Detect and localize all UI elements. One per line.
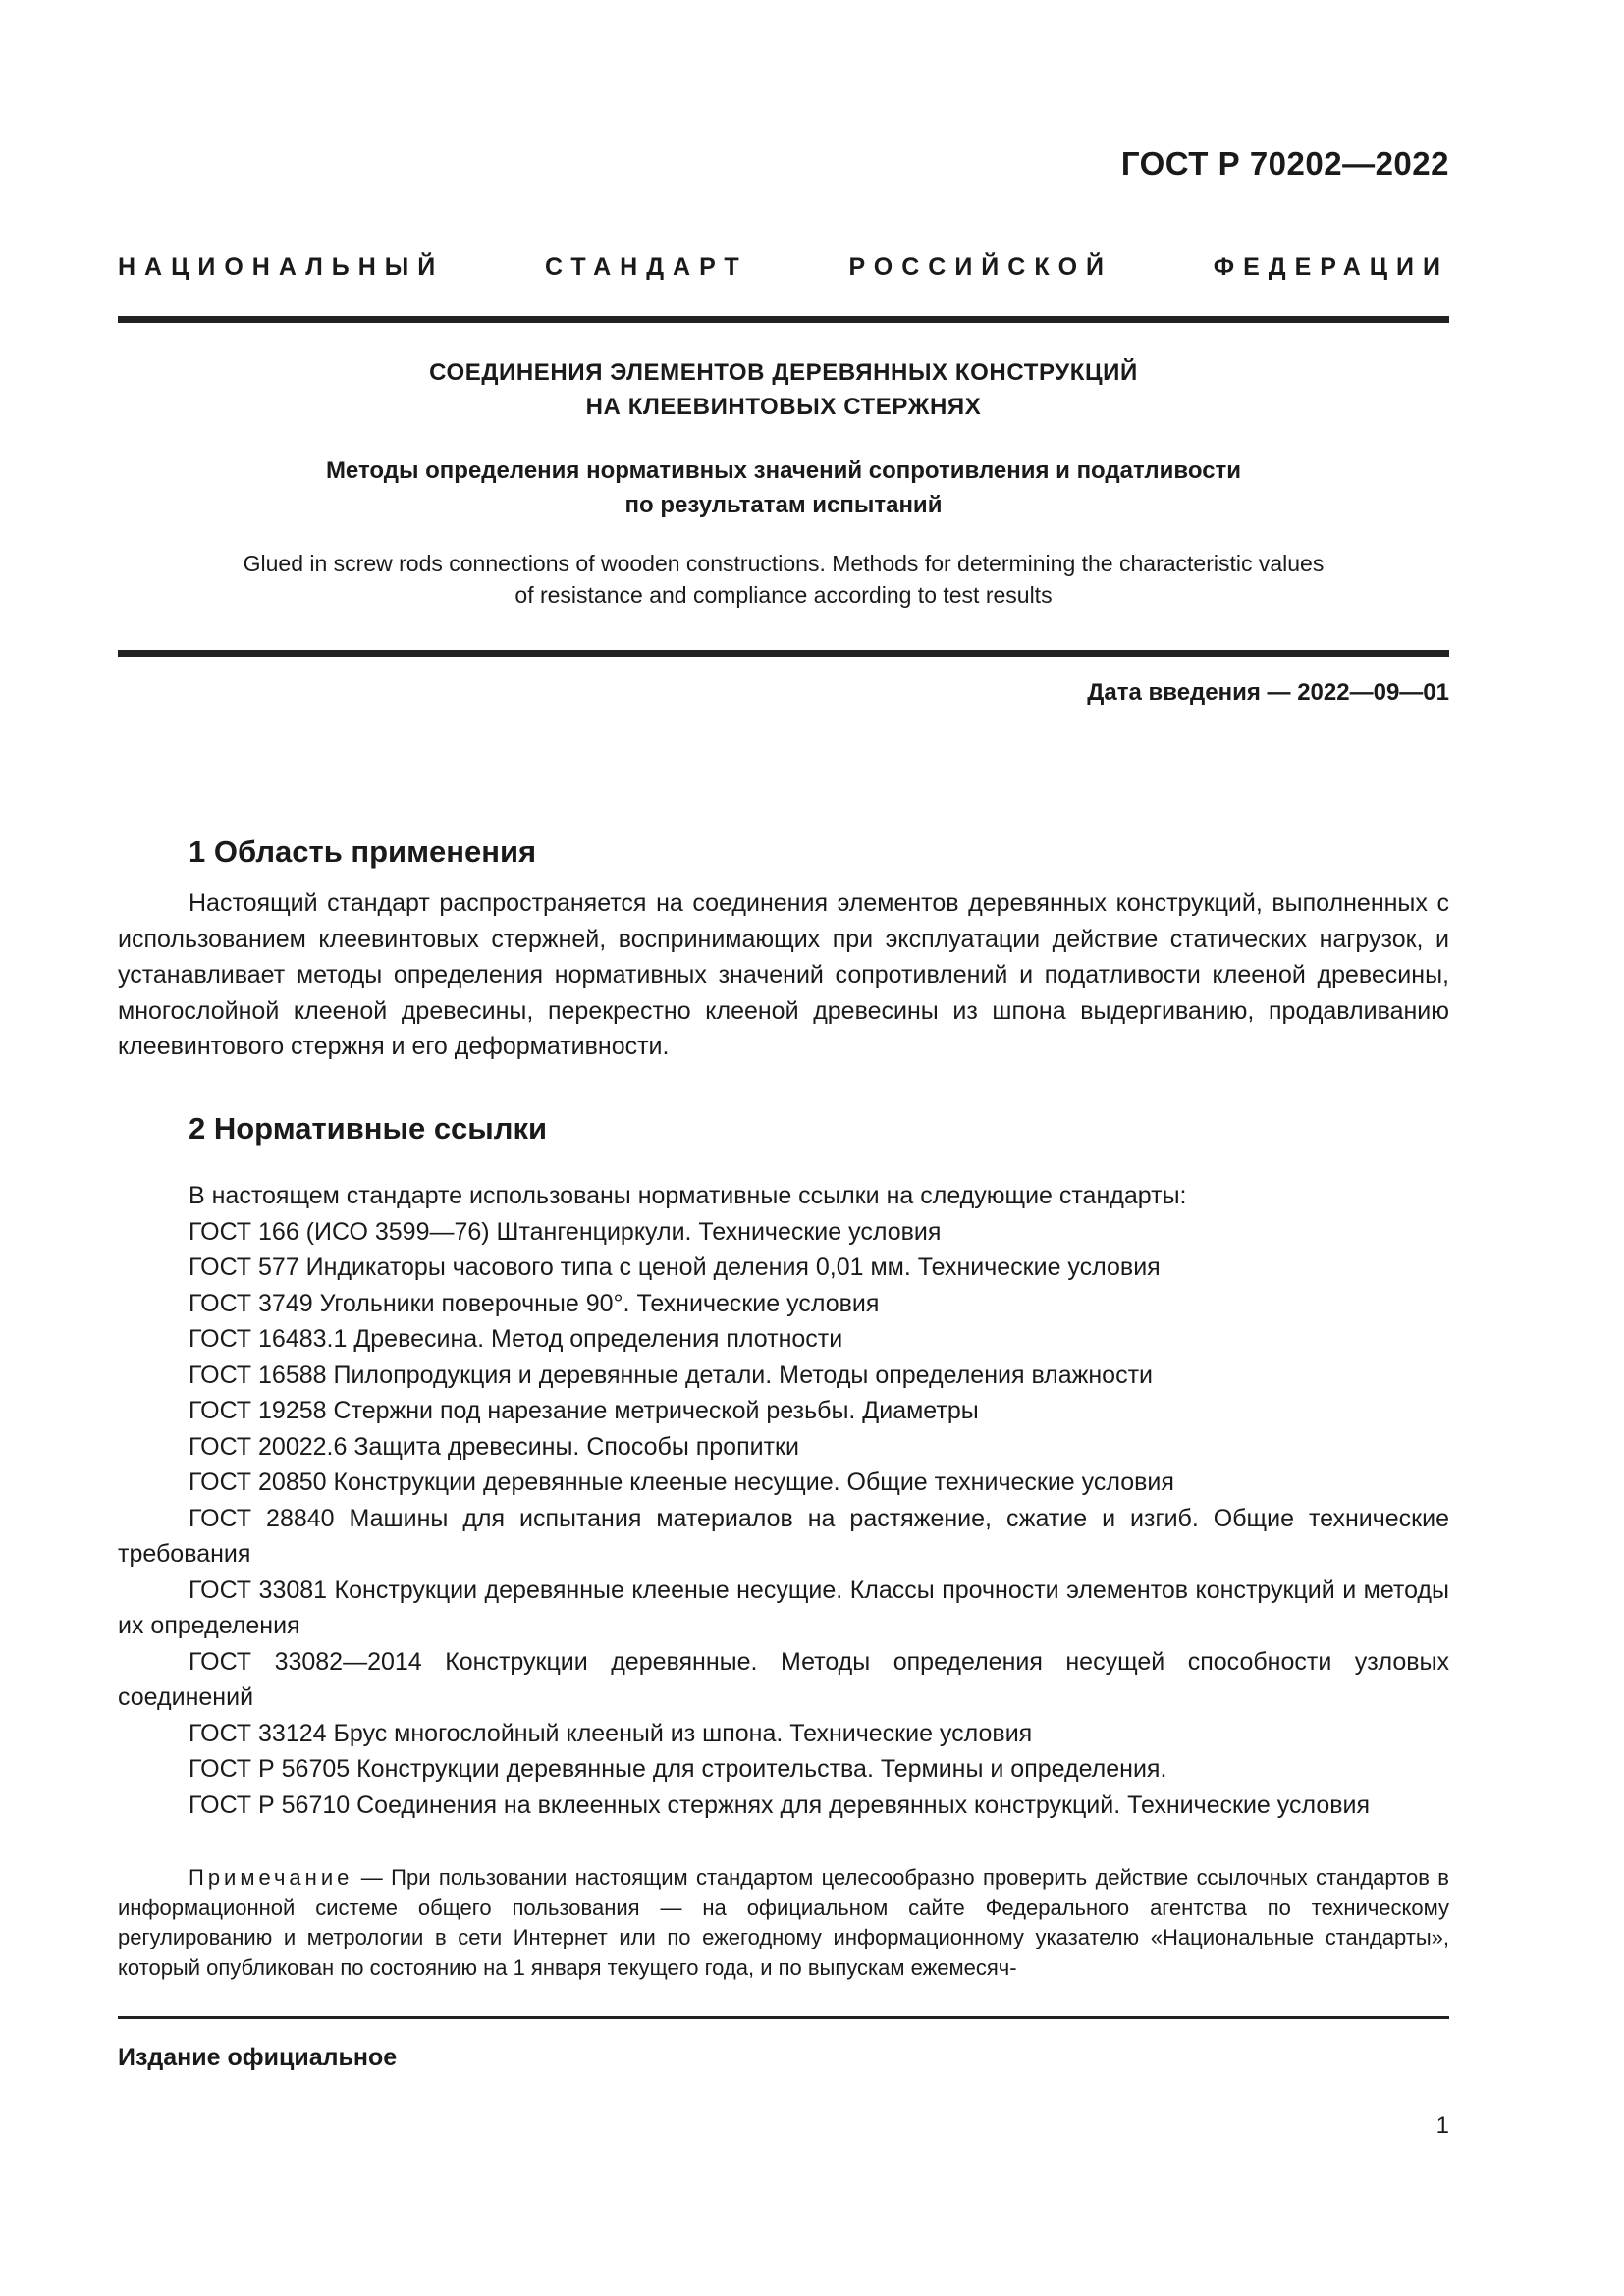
official-edition-label: Издание официальное [118, 2044, 398, 2071]
reference-item: ГОСТ 19258 Стержни под нарезание метрической резьбы. Диаметры [189, 1397, 979, 1424]
gost-code: ГОСТ Р 70202—2022 [1120, 145, 1449, 182]
reference-item: ГОСТ Р 56705 Конструкции деревянные для строительства. Термины и определения. [189, 1755, 1167, 1783]
reference-item: ГОСТ 28840 Машины для испытания материалов на растяжение, сжатие и изгиб. Общие технические требования [118, 1504, 1449, 1568]
english-title-line-2: of resistance and compliance according to test results [514, 582, 1053, 608]
english-title [118, 548, 1449, 611]
english-title-line-1: Glued in screw rods connections of wooden constructions. Methods for determining the characteristic values [243, 551, 1325, 576]
header-divider [118, 316, 1449, 323]
reference-item: ГОСТ 166 (ИСО 3599—76) Штангенциркули. Технические условия [189, 1217, 942, 1246]
subtitle-line-2: по результатам испытаний [624, 492, 943, 518]
reference-item: ГОСТ 20850 Конструкции деревянные клееные несущие. Общие технические условия [189, 1468, 1174, 1496]
reference-item: ГОСТ 3749 Угольники поверочные 90°. Технические условия [189, 1289, 880, 1317]
reference-item: ГОСТ Р 56710 Соединения на вклеенных стержнях для деревянных конструкций. Технические условия [189, 1790, 1371, 1819]
reference-item: ГОСТ 33124 Брус многослойный клееный из шпона. Технические условия [189, 1719, 1033, 1747]
reference-item: ГОСТ 33082—2014 Конструкции деревянные. Методы определения несущей способности узловых соединений [118, 1647, 1449, 1711]
note-text: — При пользовании настоящим стандартом целесообразно проверить действие ссылочных стандартов в информационной системе общего пользования — на официальном сайте Федерального агентства по техническому регулированию и метрологии в сети Интернет или по ежегодному информационному указателю «Национальные стандарты», который опубликован по состоянию на 1 января текущего года, и по выпускам ежемесяч- [118, 1865, 1449, 1980]
national-standard-banner: НАЦИОНАЛЬНЫЙ СТАНДАРТ РОССИЙСКОЙ ФЕДЕРАЦИИ [118, 253, 1449, 281]
introduction-date: Дата введения — 2022—09—01 [1087, 679, 1449, 706]
document-title [118, 355, 1449, 424]
reference-item: ГОСТ 577 Индикаторы часового типа с ценой деления 0,01 мм. Технические условия [189, 1254, 1161, 1281]
title-divider [118, 650, 1449, 657]
page-number: 1 [1435, 2112, 1449, 2139]
footer-divider [118, 2016, 1449, 2019]
title-line-2: НА КЛЕЕВИНТОВЫХ СТЕРЖНЯХ [585, 394, 982, 420]
normative-references [118, 1178, 1449, 1823]
section-1-text: Настоящий стандарт распространяется на соединения элементов деревянных конструкций, выполненных с использованием клеевинтовых стержней, воспринимающих при эксплуатации действие статических нагрузок, и устанавливает методы определения нормативных значений сопротивлений и податливости клееной древесины, многослойной клееной древесины, перекрестно клееной древесины из шпона выдергиванию, продавливанию клеевинтового стержня и его деформативности. [118, 889, 1449, 1060]
reference-item: ГОСТ 33081 Конструкции деревянные клееные несущие. Классы прочности элементов конструкций и методы их определения [118, 1575, 1449, 1639]
subtitle-line-1: Методы определения нормативных значений сопротивления и податливости [325, 457, 1242, 484]
references-intro: В настоящем стандарте использованы нормативные ссылки на следующие стандарты: [189, 1182, 1187, 1209]
references-note [118, 1863, 1449, 1983]
section-2-title: 2 Нормативные ссылки [189, 1111, 548, 1146]
document-subtitle [118, 454, 1449, 522]
reference-item: ГОСТ 20022.6 Защита древесины. Способы пропитки [189, 1432, 799, 1461]
reference-item: ГОСТ 16483.1 Древесина. Метод определения плотности [189, 1325, 843, 1353]
reference-item: ГОСТ 16588 Пилопродукция и деревянные детали. Методы определения влажности [189, 1361, 1153, 1389]
section-1-title: 1 Область применения [189, 834, 537, 869]
document-page [118, 0, 1449, 2296]
title-line-1: СОЕДИНЕНИЯ ЭЛЕМЕНТОВ ДЕРЕВЯННЫХ КОНСТРУКЦИЙ [429, 359, 1138, 386]
note-label: Примечание [189, 1865, 353, 1890]
